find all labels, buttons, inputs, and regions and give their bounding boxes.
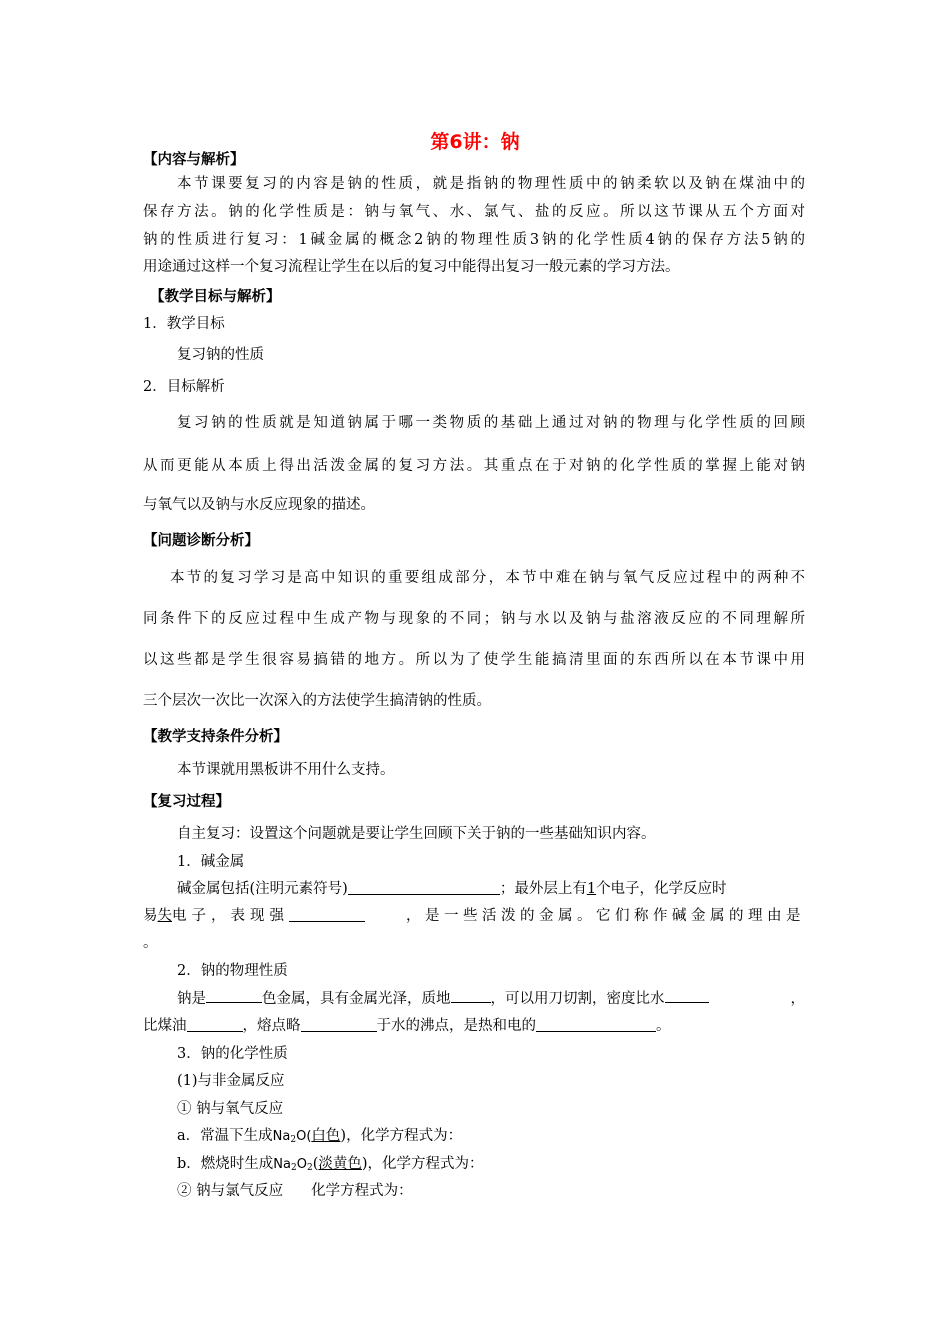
- answer-blank[interactable]: [206, 988, 262, 1003]
- reaction-item-a: a．常温下生成$Na_2O$(白色)，化学方程式为：: [177, 1128, 463, 1145]
- answer-blank[interactable]: [301, 1017, 377, 1032]
- answer-blank[interactable]: [348, 880, 500, 895]
- answer-blank[interactable]: [451, 988, 491, 1003]
- paragraph-line: 自主复习：设置这个问题就是要让学生回顾下关于钠的一些基础知识内容。: [177, 826, 656, 842]
- paragraph-line: 。: [143, 935, 158, 951]
- paragraph-line: 本节课就用黑板讲不用什么支持。: [177, 762, 395, 778]
- paragraph-line: 从而更能从本质上得出活泼金属的复习方法。其重点在于对钠的化学性质的掌握上能对钠: [143, 458, 805, 474]
- paragraph-line: 以这些都是学生很容易搞错的地方。所以为了使学生能搞清里面的东西所以在本节课中用: [143, 652, 805, 668]
- section-heading-support: 【教学支持条件分析】: [143, 729, 288, 745]
- paragraph-line: 复习钠的性质就是知道钠属于哪一类物质的基础上通过对钠的物理与化学性质的回顾: [177, 415, 805, 431]
- list-item: 3．钠的化学性质: [177, 1046, 288, 1062]
- page-title: 第6讲：钠: [430, 131, 520, 153]
- answer-blank[interactable]: [187, 1017, 243, 1032]
- paragraph-line: 三个层次一次比一次深入的方法使学生搞清钠的性质。: [143, 693, 491, 709]
- list-item: (1)与非金属反应: [177, 1073, 285, 1089]
- answer-blank[interactable]: [536, 1017, 656, 1032]
- answer-blank[interactable]: [665, 988, 709, 1003]
- list-item: 1．教学目标: [143, 316, 225, 332]
- paragraph-line: 本节课要复习的内容是钠的性质，就是指钠的物理性质中的钠柔软以及钠在煤油中的: [177, 176, 805, 192]
- list-item: 2．目标解析: [143, 379, 225, 395]
- fill-in-line: 比煤油 ，熔点略 于水的沸点，是热和电的 。: [143, 1018, 671, 1034]
- section-heading-content: 【内容与解析】: [143, 152, 245, 168]
- fill-in-line: 碱金属包括(注明元素符号) ；最外层上有1个电子，化学反应时: [177, 881, 727, 897]
- paragraph-line: 用途通过这样一个复习流程让学生在以后的复习中能得出复习一般元素的学习方法。: [143, 259, 680, 275]
- list-item: ① 钠与氧气反应: [177, 1101, 284, 1117]
- section-heading-objectives: 【教学目标与解析】: [150, 289, 281, 305]
- paragraph-line: 同条件下的反应过程中生成产物与现象的不同；钠与水以及钠与盐溶液反应的不同理解所: [143, 611, 805, 627]
- section-heading-diagnosis: 【问题诊断分析】: [143, 533, 259, 549]
- list-item: 2．钠的物理性质: [177, 963, 288, 979]
- paragraph-line: 钠的性质进行复习：1碱金属的概念2钠的物理性质3钠的化学性质4钠的保存方法5钠的: [143, 232, 805, 248]
- paragraph-line: 保存方法。钠的化学性质是：钠与氧气、水、氯气、盐的反应。所以这节课从五个方面对: [143, 204, 805, 220]
- paragraph-line: 复习钠的性质: [177, 347, 264, 363]
- fill-in-line: 易失电子，表现强 ，是一些活泼的金属。它们称作碱金属的理由是: [143, 908, 805, 924]
- reaction-item-b: b．燃烧时生成$Na_2O_2$(淡黄色)，化学方程式为：: [177, 1156, 484, 1173]
- reaction-item-c: ② 钠与氯气反应 化学方程式为：: [177, 1183, 413, 1199]
- fill-in-line: 钠是 色金属，具有金属光泽，质地 ，可以用刀切割，密度比水 ，: [177, 988, 805, 1009]
- paragraph-line: 本节的复习学习是高中知识的重要组成部分，本节中难在钠与氧气反应过程中的两种不: [170, 570, 805, 586]
- list-item: 1．碱金属: [177, 854, 245, 870]
- answer-blank[interactable]: [289, 907, 365, 922]
- section-heading-process: 【复习过程】: [143, 794, 230, 810]
- paragraph-line: 与氧气以及钠与水反应现象的描述。: [143, 497, 375, 513]
